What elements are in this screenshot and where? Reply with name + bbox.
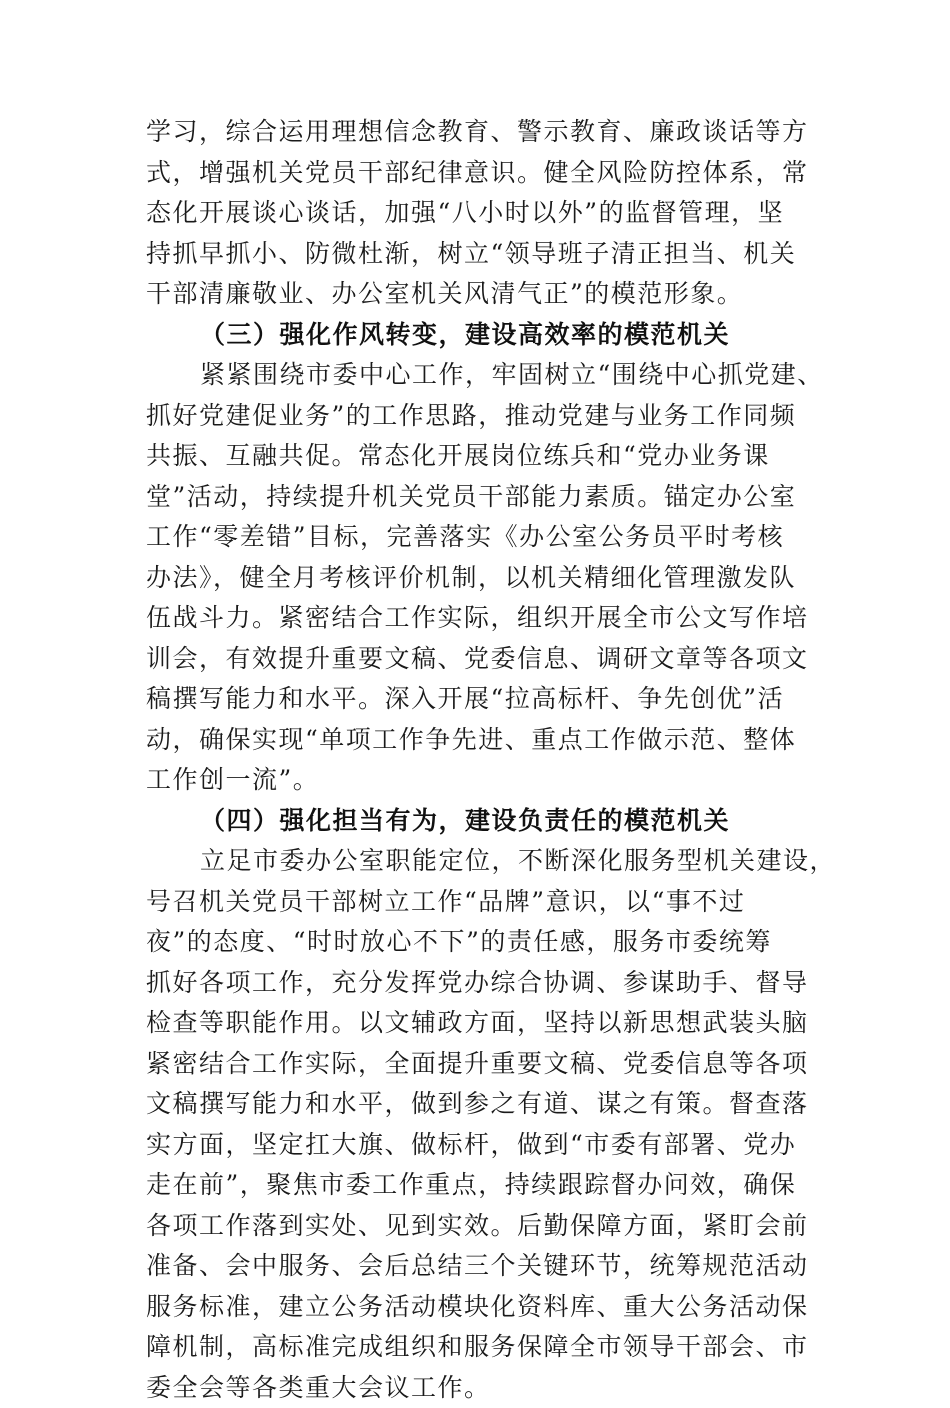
text-line: 准备、会中服务、会后总结三个关键环节，统筹规范活动: [146, 1246, 810, 1287]
text-line: 动，确保实现“单项工作争先进、重点工作做示范、整体: [146, 720, 810, 761]
text-line: 伍战斗力。紧密结合工作实际，组织开展全市公文写作培: [146, 598, 810, 639]
text-line: 抓好党建促业务”的工作思路，推动党建与业务工作同频: [146, 396, 810, 437]
section-heading: （四）强化担当有为，建设负责任的模范机关: [146, 801, 810, 842]
text-line: 堂”活动，持续提升机关党员干部能力素质。锚定办公室: [146, 477, 810, 518]
text-line: 干部清廉敬业、办公室机关风清气正”的模范形象。: [146, 274, 810, 315]
text-line: 实方面，坚定扛大旗、做标杆，做到“市委有部署、党办: [146, 1125, 810, 1166]
text-line: 学习，综合运用理想信念教育、警示教育、廉政谈话等方: [146, 112, 810, 153]
text-line: 稿撰写能力和水平。深入开展“拉高标杆、争先创优”活: [146, 679, 810, 720]
text-line: 立足市委办公室职能定位，不断深化服务型机关建设，: [146, 841, 810, 882]
text-line: 检查等职能作用。以文辅政方面，坚持以新思想武装头脑: [146, 1003, 810, 1044]
text-line: 抓好各项工作，充分发挥党办综合协调、参谋助手、督导: [146, 963, 810, 1004]
text-line: 态化开展谈心谈话，加强“八小时以外”的监督管理，坚: [146, 193, 810, 234]
text-line: 工作“零差错”目标，完善落实《办公室公务员平时考核: [146, 517, 810, 558]
text-line: 服务标准，建立公务活动模块化资料库、重大公务活动保: [146, 1287, 810, 1328]
text-line: 共振、互融共促。常态化开展岗位练兵和“党办业务课: [146, 436, 810, 477]
text-line: 文稿撰写能力和水平，做到参之有道、谋之有策。督查落: [146, 1084, 810, 1125]
text-line: 障机制，高标准完成组织和服务保障全市领导干部会、市: [146, 1327, 810, 1368]
document-body: [146, 112, 810, 1408]
text-line: 办法》，健全月考核评价机制，以机关精细化管理激发队: [146, 558, 810, 599]
text-line: 紧紧围绕市委中心工作，牢固树立“围绕中心抓党建、: [146, 355, 810, 396]
text-line: 工作创一流”。: [146, 760, 810, 801]
text-line: 训会，有效提升重要文稿、党委信息、调研文章等各项文: [146, 639, 810, 680]
text-line: 委全会等各类重大会议工作。: [146, 1368, 810, 1408]
section-heading: （三）强化作风转变，建设高效率的模范机关: [146, 315, 810, 356]
text-line: 号召机关党员干部树立工作“品牌”意识，以“事不过: [146, 882, 810, 923]
text-line: 夜”的态度、“时时放心不下”的责任感，服务市委统筹: [146, 922, 810, 963]
text-line: 式，增强机关党员干部纪律意识。健全风险防控体系，常: [146, 153, 810, 194]
text-line: 走在前”，聚焦市委工作重点，持续跟踪督办问效，确保: [146, 1165, 810, 1206]
text-line: 紧密结合工作实际，全面提升重要文稿、党委信息等各项: [146, 1044, 810, 1085]
text-line: 各项工作落到实处、见到实效。后勤保障方面，紧盯会前: [146, 1206, 810, 1247]
text-line: 持抓早抓小、防微杜渐，树立“领导班子清正担当、机关: [146, 234, 810, 275]
